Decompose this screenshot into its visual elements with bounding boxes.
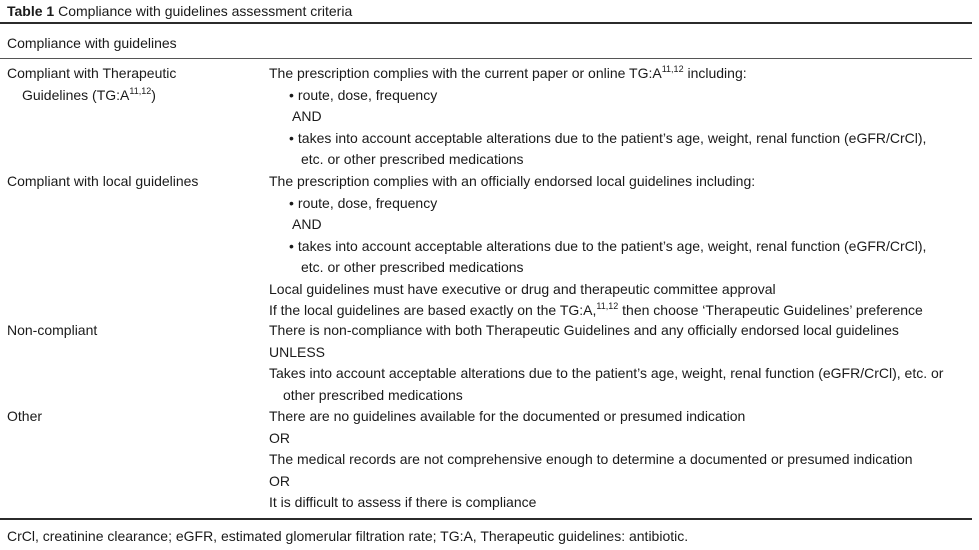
bottom-rule <box>0 518 972 520</box>
row-description: There is non-compliance with both Therapeutic Guidelines and any officially endorsed local guidelines UNLESS Takes into account acceptable alterations due to the patient’s age, weight, renal function (eGFR/CrCl), etc. or other prescribed medications <box>269 322 944 403</box>
header-rule <box>0 58 972 59</box>
table-title: Compliance with guidelines assessment criteria <box>58 3 353 19</box>
row-category: Non-compliant <box>7 322 98 338</box>
row-description: There are no guidelines available for the documented or presumed indication OR The medical records are not comprehensive enough to determine a documented or presumed indication OR It is difficult to assess if there is compliance <box>269 408 913 510</box>
list-item: • route, dose, frequency <box>269 85 969 107</box>
top-rule <box>0 22 972 24</box>
list-item: • takes into account acceptable alterations due to the patient’s age, weight, renal function (eGFR/CrCl), <box>269 128 969 150</box>
row-category: Other <box>7 408 43 424</box>
column-header: Compliance with guidelines <box>7 35 177 51</box>
row-category: Compliant with local guidelines <box>7 173 199 189</box>
list-item: • takes into account acceptable alterations due to the patient’s age, weight, renal function (eGFR/CrCl), <box>269 236 969 258</box>
row-category: Compliant with Therapeutic Guidelines $(TG:A^{11,12})$ <box>7 65 177 103</box>
list-item: • route, dose, frequency <box>269 193 969 215</box>
table-footnote: CrCl, creatinine clearance; eGFR, estimated glomerular filtration rate; TG:A, Therapeutic guidelines: antibiotic. <box>7 528 689 544</box>
table-caption <box>7 2 352 20</box>
row-description: The prescription complies with the current paper or online $TG:A^{11,12}$ including: • route, dose, frequency AND • takes into account acceptable alterations due to the patient’s age, weight, renal function (eGFR/CrCl), etc. or other prescribed medications <box>269 63 969 171</box>
table-label: Table 1 <box>7 3 55 19</box>
row-description: The prescription complies with an officially endorsed local guidelines including: • route, dose, frequency AND • takes into account acceptable alterations due to the patient’s age, weight, renal function (eGFR/CrCl), etc. or other prescribed medications Local guidelines must have executive or drug and therapeutic committee approval If the local guidelines are based exactly on the TG:A,$^{11,12}$ then choose ‘Therapeutic Guidelines’ preference <box>269 171 969 322</box>
